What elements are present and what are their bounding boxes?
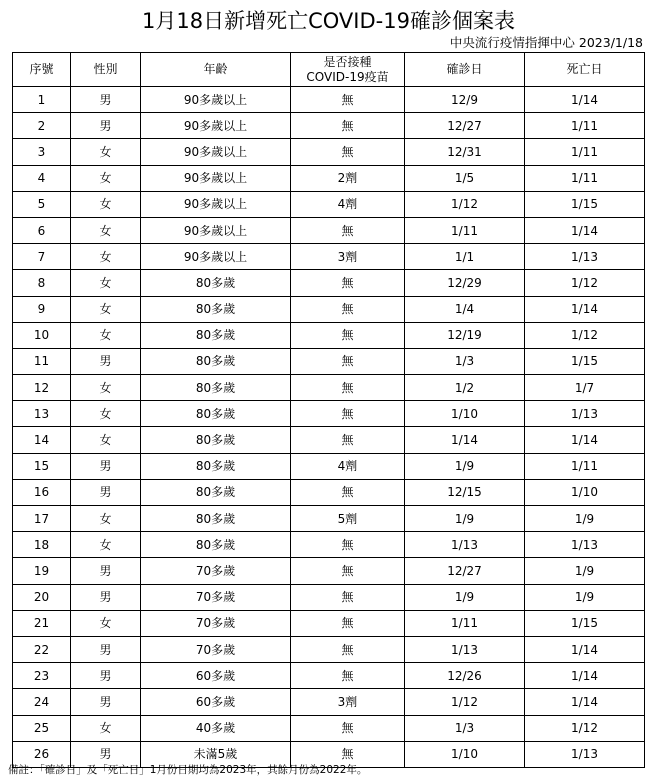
header-seq: 序號 (13, 53, 71, 87)
cell-vaccine: 3劑 (291, 689, 405, 715)
table-row (13, 191, 645, 217)
cell-sex: 男 (71, 113, 141, 139)
cell-sex: 男 (71, 663, 141, 689)
cell-diagnosed-date: 12/9 (405, 87, 525, 113)
cell-vaccine: 4劑 (291, 453, 405, 479)
cell-sex: 女 (71, 715, 141, 741)
cell-diagnosed-date: 1/13 (405, 532, 525, 558)
cell-seq: 17 (13, 506, 71, 532)
table-row (13, 558, 645, 584)
table-row (13, 689, 645, 715)
cell-death-date: 1/9 (525, 558, 645, 584)
cell-sex: 女 (71, 296, 141, 322)
cell-diagnosed-date: 12/15 (405, 479, 525, 505)
cell-death-date: 1/12 (525, 270, 645, 296)
cell-seq: 6 (13, 217, 71, 243)
table-body (13, 87, 645, 768)
cell-seq: 8 (13, 270, 71, 296)
table-row (13, 401, 645, 427)
table-row (13, 584, 645, 610)
cell-age: 60多歲 (141, 689, 291, 715)
cell-diagnosed-date: 1/13 (405, 636, 525, 662)
cell-vaccine: 無 (291, 558, 405, 584)
cell-seq: 10 (13, 322, 71, 348)
cell-age: 70多歲 (141, 636, 291, 662)
cell-seq: 1 (13, 87, 71, 113)
table-row (13, 244, 645, 270)
cell-age: 80多歲 (141, 453, 291, 479)
cell-diagnosed-date: 1/11 (405, 610, 525, 636)
cell-sex: 女 (71, 191, 141, 217)
cell-vaccine: 5劑 (291, 506, 405, 532)
cell-death-date: 1/12 (525, 715, 645, 741)
source-and-date: 中央流行疫情指揮中心 2023/1/18 (449, 35, 643, 50)
cell-seq: 11 (13, 348, 71, 374)
cell-age: 80多歲 (141, 427, 291, 453)
cell-diagnosed-date: 12/31 (405, 139, 525, 165)
cell-death-date: 1/11 (525, 113, 645, 139)
cell-vaccine: 3劑 (291, 244, 405, 270)
cell-vaccine: 無 (291, 375, 405, 401)
cell-seq: 4 (13, 165, 71, 191)
table-row (13, 453, 645, 479)
death-cases-table (12, 52, 645, 768)
cell-sex: 男 (71, 453, 141, 479)
cell-death-date: 1/14 (525, 427, 645, 453)
cell-seq: 16 (13, 479, 71, 505)
cell-death-date: 1/14 (525, 689, 645, 715)
cell-age: 90多歲以上 (141, 191, 291, 217)
table-row (13, 139, 645, 165)
cell-vaccine: 無 (291, 87, 405, 113)
cell-age: 80多歲 (141, 296, 291, 322)
table-row (13, 532, 645, 558)
cell-seq: 15 (13, 453, 71, 479)
cell-age: 未滿5歲 (141, 741, 291, 767)
header-death: 死亡日 (525, 53, 645, 87)
cell-age: 90多歲以上 (141, 139, 291, 165)
cell-death-date: 1/15 (525, 191, 645, 217)
table-row (13, 427, 645, 453)
cell-death-date: 1/14 (525, 636, 645, 662)
cell-age: 80多歲 (141, 348, 291, 374)
table-row (13, 375, 645, 401)
cell-death-date: 1/12 (525, 322, 645, 348)
cell-sex: 男 (71, 348, 141, 374)
page-title: 1月18日新增死亡COVID-19確診個案表 (142, 9, 515, 33)
cell-vaccine: 無 (291, 741, 405, 767)
cell-diagnosed-date: 12/19 (405, 322, 525, 348)
cell-death-date: 1/15 (525, 348, 645, 374)
cell-death-date: 1/11 (525, 165, 645, 191)
cell-death-date: 1/13 (525, 244, 645, 270)
cell-vaccine: 無 (291, 584, 405, 610)
cell-seq: 5 (13, 191, 71, 217)
cell-death-date: 1/14 (525, 663, 645, 689)
cell-diagnosed-date: 1/11 (405, 217, 525, 243)
cell-diagnosed-date: 1/3 (405, 348, 525, 374)
table-header (13, 53, 645, 87)
cell-age: 90多歲以上 (141, 244, 291, 270)
cell-death-date: 1/14 (525, 87, 645, 113)
cell-vaccine: 無 (291, 296, 405, 322)
cell-diagnosed-date: 12/29 (405, 270, 525, 296)
cell-vaccine: 無 (291, 427, 405, 453)
cell-vaccine: 無 (291, 479, 405, 505)
header-diagnosed: 確診日 (405, 53, 525, 87)
cell-seq: 23 (13, 663, 71, 689)
table-row (13, 165, 645, 191)
footnote: 備註：「確診日」及「死亡日」1月份日期均為2023年，其餘月份為2022年。 (8, 764, 368, 776)
table-row (13, 663, 645, 689)
cell-age: 80多歲 (141, 322, 291, 348)
cell-vaccine: 無 (291, 715, 405, 741)
cell-vaccine: 無 (291, 113, 405, 139)
table-row (13, 113, 645, 139)
cell-vaccine: 無 (291, 322, 405, 348)
cell-vaccine: 無 (291, 401, 405, 427)
cell-age: 80多歲 (141, 401, 291, 427)
cell-diagnosed-date: 12/27 (405, 113, 525, 139)
cell-vaccine: 無 (291, 270, 405, 296)
table-row (13, 296, 645, 322)
cell-age: 60多歲 (141, 663, 291, 689)
cell-death-date: 1/10 (525, 479, 645, 505)
cell-diagnosed-date: 1/9 (405, 453, 525, 479)
cell-sex: 女 (71, 270, 141, 296)
table-row (13, 715, 645, 741)
cell-seq: 19 (13, 558, 71, 584)
cell-diagnosed-date: 1/9 (405, 506, 525, 532)
cell-sex: 女 (71, 322, 141, 348)
cell-vaccine: 2劑 (291, 165, 405, 191)
cell-seq: 2 (13, 113, 71, 139)
table-row (13, 506, 645, 532)
cell-age: 80多歲 (141, 270, 291, 296)
header-row (13, 53, 645, 87)
cell-death-date: 1/13 (525, 401, 645, 427)
cell-seq: 26 (13, 741, 71, 767)
cell-diagnosed-date: 1/12 (405, 191, 525, 217)
cell-diagnosed-date: 1/12 (405, 689, 525, 715)
header-sex: 性別 (71, 53, 141, 87)
cell-sex: 女 (71, 401, 141, 427)
cell-diagnosed-date: 12/26 (405, 663, 525, 689)
table-row (13, 479, 645, 505)
table-row (13, 322, 645, 348)
cell-sex: 女 (71, 506, 141, 532)
cell-sex: 男 (71, 584, 141, 610)
cell-vaccine: 4劑 (291, 191, 405, 217)
table-row (13, 270, 645, 296)
table-row (13, 610, 645, 636)
cell-age: 80多歲 (141, 375, 291, 401)
table-row (13, 87, 645, 113)
cell-sex: 男 (71, 87, 141, 113)
cell-sex: 女 (71, 217, 141, 243)
cell-vaccine: 無 (291, 348, 405, 374)
header-vaccine (291, 53, 405, 87)
cell-death-date: 1/11 (525, 453, 645, 479)
cell-diagnosed-date: 12/27 (405, 558, 525, 584)
cell-age: 70多歲 (141, 584, 291, 610)
cell-vaccine: 無 (291, 139, 405, 165)
cell-death-date: 1/9 (525, 506, 645, 532)
cell-diagnosed-date: 1/5 (405, 165, 525, 191)
cell-death-date: 1/7 (525, 375, 645, 401)
cell-vaccine: 無 (291, 663, 405, 689)
cell-sex: 男 (71, 479, 141, 505)
cell-age: 90多歲以上 (141, 87, 291, 113)
cell-age: 90多歲以上 (141, 113, 291, 139)
cell-sex: 女 (71, 244, 141, 270)
cell-age: 40多歲 (141, 715, 291, 741)
cell-sex: 男 (71, 689, 141, 715)
cell-death-date: 1/13 (525, 741, 645, 767)
table-row (13, 348, 645, 374)
cell-death-date: 1/14 (525, 217, 645, 243)
cell-death-date: 1/11 (525, 139, 645, 165)
cell-death-date: 1/15 (525, 610, 645, 636)
header-age: 年齡 (141, 53, 291, 87)
cell-vaccine: 無 (291, 217, 405, 243)
cell-sex: 男 (71, 741, 141, 767)
cell-seq: 13 (13, 401, 71, 427)
cell-age: 80多歲 (141, 532, 291, 558)
cell-diagnosed-date: 1/10 (405, 401, 525, 427)
cell-sex: 女 (71, 165, 141, 191)
cell-age: 90多歲以上 (141, 165, 291, 191)
cell-diagnosed-date: 1/9 (405, 584, 525, 610)
cell-seq: 18 (13, 532, 71, 558)
cell-seq: 25 (13, 715, 71, 741)
cell-seq: 9 (13, 296, 71, 322)
cell-seq: 7 (13, 244, 71, 270)
cell-age: 70多歲 (141, 610, 291, 636)
cell-vaccine: 無 (291, 636, 405, 662)
table-row (13, 217, 645, 243)
cell-seq: 3 (13, 139, 71, 165)
cell-diagnosed-date: 1/10 (405, 741, 525, 767)
table-row (13, 636, 645, 662)
cell-sex: 女 (71, 610, 141, 636)
cell-seq: 24 (13, 689, 71, 715)
cell-seq: 14 (13, 427, 71, 453)
cell-vaccine: 無 (291, 610, 405, 636)
cell-sex: 男 (71, 636, 141, 662)
cell-diagnosed-date: 1/3 (405, 715, 525, 741)
cell-seq: 22 (13, 636, 71, 662)
cell-age: 70多歲 (141, 558, 291, 584)
cell-sex: 女 (71, 139, 141, 165)
cell-vaccine: 無 (291, 532, 405, 558)
cell-seq: 12 (13, 375, 71, 401)
cell-diagnosed-date: 1/4 (405, 296, 525, 322)
cell-sex: 女 (71, 532, 141, 558)
cell-sex: 女 (71, 375, 141, 401)
cell-diagnosed-date: 1/2 (405, 375, 525, 401)
cell-death-date: 1/9 (525, 584, 645, 610)
header-vaccine-line2: COVID-19疫苗 (306, 69, 389, 84)
cell-sex: 女 (71, 427, 141, 453)
cell-sex: 男 (71, 558, 141, 584)
cell-seq: 20 (13, 584, 71, 610)
cell-death-date: 1/14 (525, 296, 645, 322)
header-vaccine-line1: 是否接種 (323, 54, 372, 69)
cell-seq: 21 (13, 610, 71, 636)
cell-age: 90多歲以上 (141, 217, 291, 243)
cell-diagnosed-date: 1/1 (405, 244, 525, 270)
cell-death-date: 1/13 (525, 532, 645, 558)
cell-age: 80多歲 (141, 506, 291, 532)
cell-age: 80多歲 (141, 479, 291, 505)
cell-diagnosed-date: 1/14 (405, 427, 525, 453)
